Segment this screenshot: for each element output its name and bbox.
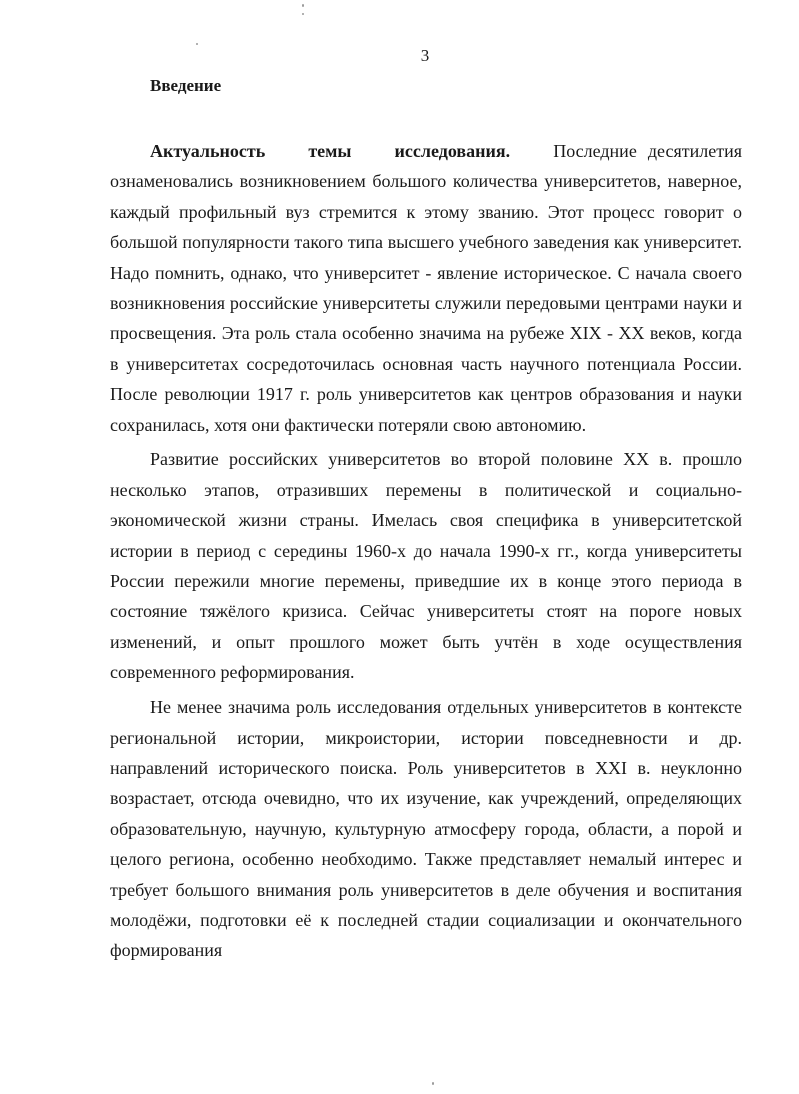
scan-speck: [432, 1082, 434, 1085]
paragraph-development: Развитие российских университетов во второй половине XX в. прошло несколько этапов, отразивших перемены в политической и социально-экономической жизни страны. Имелась своя специфика в университетской истории в период с середины 1960-х до начала 1990-х гг., когда университеты России пережили многие перемены, приведшие их в конце этого периода в состояние тяжёлого кризиса. Сейчас университеты стоят на пороге новых изменений, и опыт прошлого может быть учтён в ходе осуществления современного реформирования.: [110, 449, 742, 683]
body-text: [110, 136, 742, 966]
scan-speck: [302, 13, 304, 15]
page-number: 3: [420, 46, 430, 65]
section-heading: Введение: [150, 76, 222, 95]
paragraph-text: Последние десятилетия ознаменовались возникновением большого количества университетов, наверное, каждый профильный вуз стремится к этому званию. Этот процесс говорит о большой популярности такого типа высшего учебного заведения как университет. Надо помнить, однако, что университет - явление историческое. С начала своего возникновения российские университеты служили передовыми центрами науки и просвещения. Эта роль стала особенно значима на рубеже XIX - XX веков, когда в университетах сосредоточилась основная часть научного потенциала России. После революции 1917 г. роль университетов как центров образования и науки сохранилась, хотя они фактически потеряли свою автономию.: [110, 141, 743, 435]
paragraph-relevance: [110, 136, 742, 440]
scan-speck: [302, 4, 304, 7]
scan-speck: [196, 43, 198, 45]
paragraph-regional: Не менее значима роль исследования отдельных университетов в контексте региональной истории, микроистории, истории повседневности и др. направлений исторического поиска. Роль университетов в XXI в. неуклонно возрастает, отсюда очевидно, что их изучение, как учреждений, определяющих образовательную, научную, культурную атмосферу города, области, а порой и целого региона, особенно необходимо. Также представляет немалый интерес и требует большого внимания роль университетов в деле обучения и воспитания молодёжи, подготовки её к последней стадии социализации и окончательного формирования: [110, 697, 742, 961]
paragraph-lead: Актуальность темы исследования.: [150, 141, 511, 161]
